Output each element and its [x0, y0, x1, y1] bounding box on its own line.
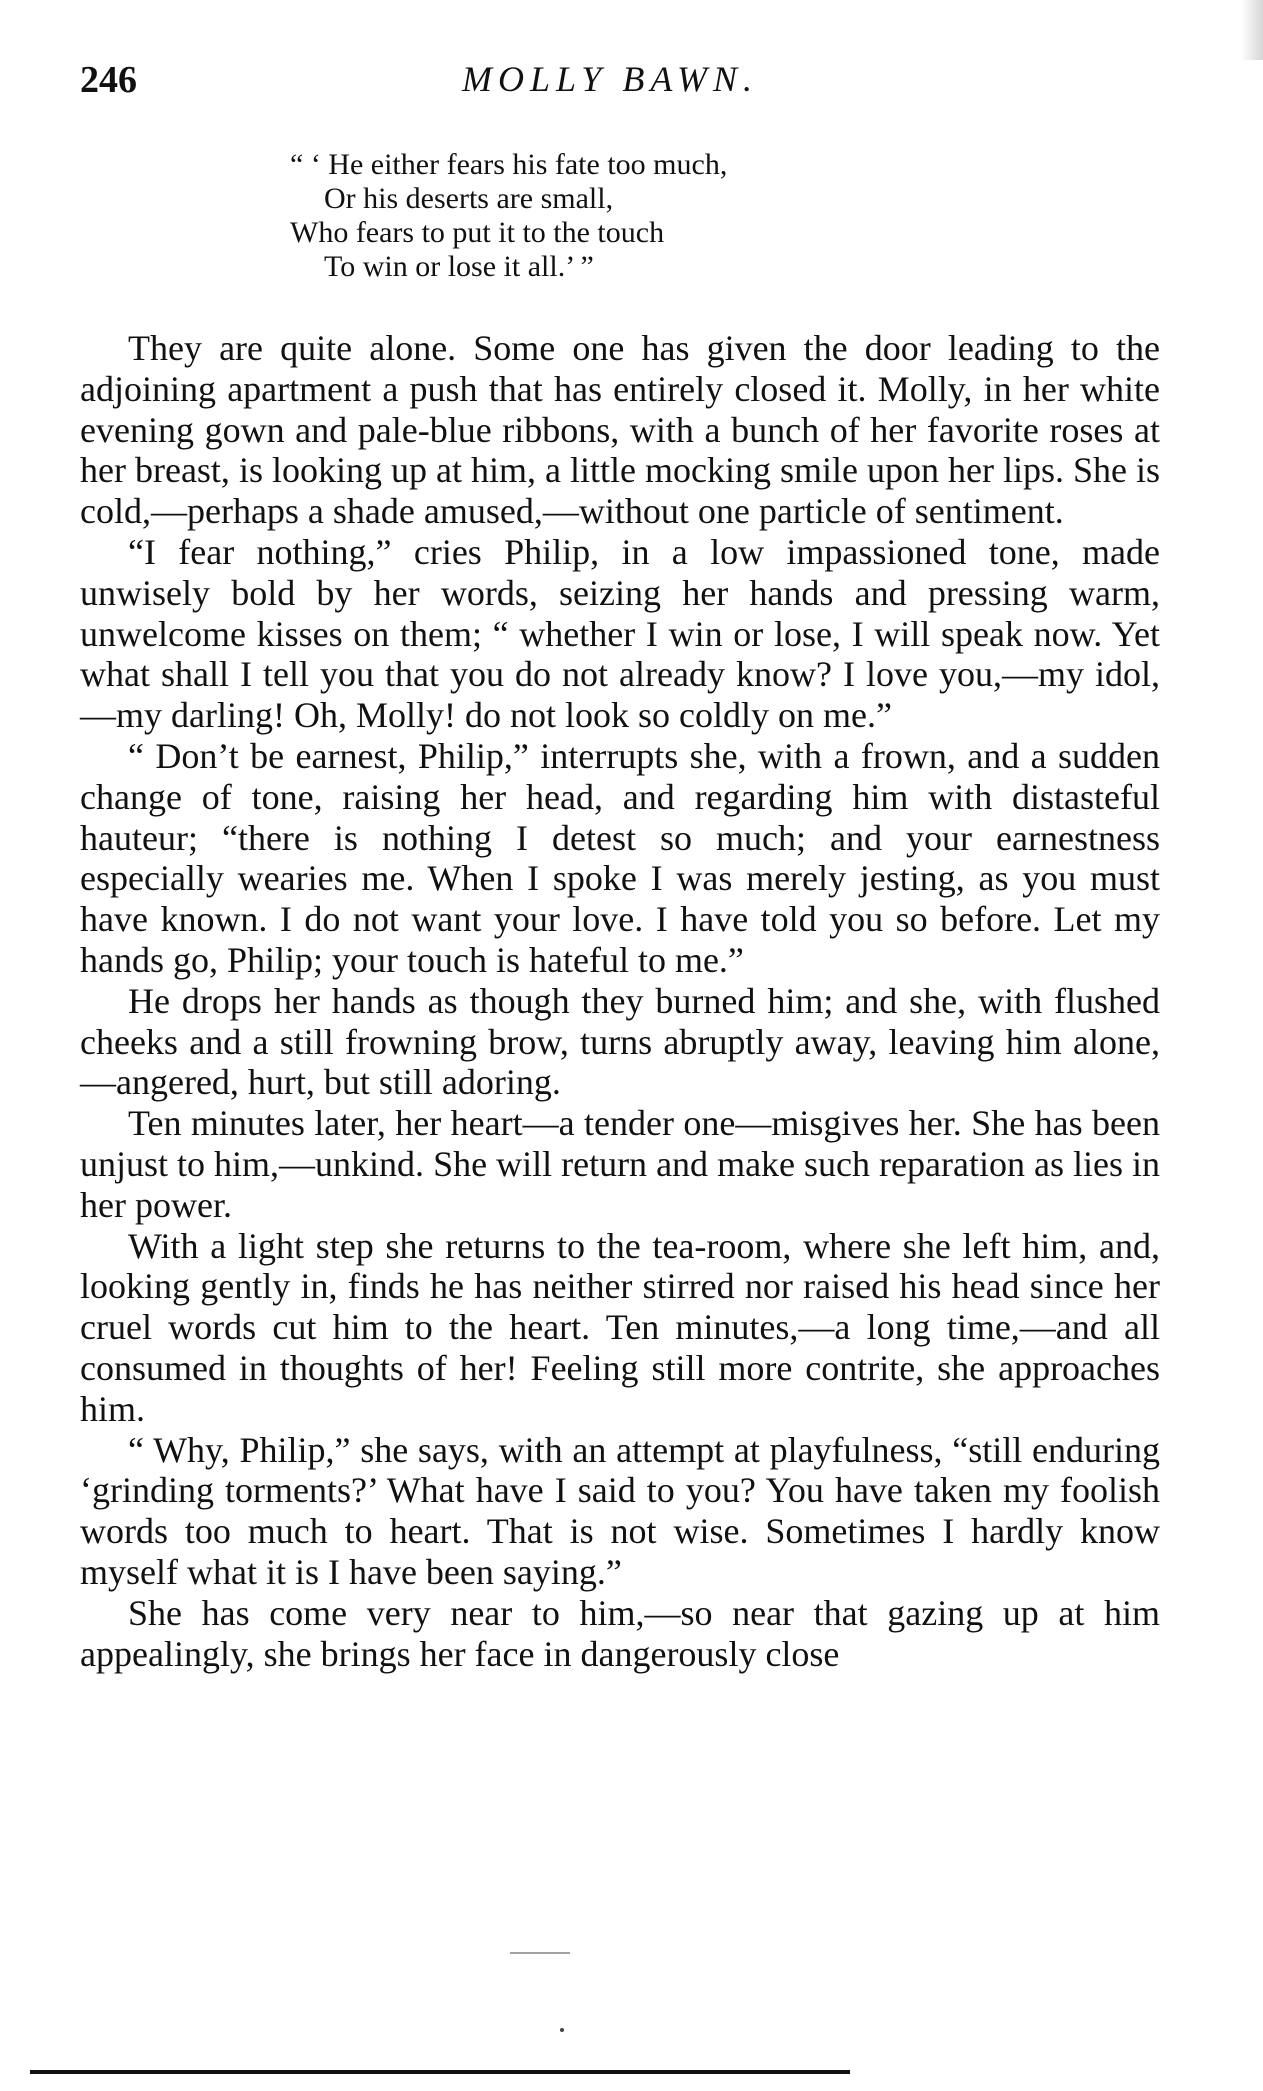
- verse-line: Who fears to put it to the touch: [290, 216, 665, 249]
- running-title: MOLLY BAWN.: [462, 59, 758, 99]
- page-header: [80, 58, 1180, 118]
- verse-epigraph: [290, 148, 910, 284]
- verse-line: To win or lose it all.’ ”: [324, 250, 594, 283]
- print-mark: [510, 1952, 570, 1954]
- paragraph: “ Don’t be earnest, Philip,” interrupts she, with a frown, and a sudden change of tone, raising her head, and regarding him with distasteful hauteur; “there is nothing I detest so much; and your earnestness especially wearies me. When I spoke I was merely jesting, as you must have known. I do not want your love. I have told you so before. Let my hands go, Philip; your touch is hateful to me.”: [80, 735, 1160, 980]
- page-edge-shadow: [1241, 0, 1263, 60]
- verse-line: Or his deserts are small,: [324, 182, 614, 215]
- paragraph: With a light step she returns to the tea-room, where she left him, and, looking gently in, finds he has neither stirred nor raised his head since her cruel words cut him to the heart. Ten minutes,—a long time,—and all consumed in thoughts of her! Feeling still more contrite, she approaches him.: [80, 1225, 1160, 1429]
- bottom-rule: [30, 2070, 850, 2074]
- verse-line: “ ‘ He either fears his fate too much,: [290, 148, 728, 181]
- paragraph: “I fear nothing,” cries Philip, in a low impassioned tone, made unwisely bold by her words, seizing her hands and pressing warm, unwelcome kisses on them; “ whether I win or lose, I will speak now. Yet what shall I tell you that you do not already know? I love you,—my idol,—my darling! Oh, Molly! do not look so coldly on me.”: [80, 531, 1160, 736]
- paragraph: He drops her hands as though they burned him; and she, with flushed cheeks and a still frowning brow, turns abruptly away, leaving him alone,—angered, hurt, but still adoring.: [80, 980, 1160, 1103]
- page-number: 246: [80, 59, 137, 101]
- paragraph: They are quite alone. Some one has given the door leading to the adjoining apartment a push that has entirely closed it. Molly, in her white evening gown and pale-blue ribbons, with a bunch of her favorite roses at her breast, is looking up at him, a little mocking smile upon her lips. She is cold,—perhaps a shade amused,—without one particle of sentiment.: [80, 328, 1160, 532]
- paragraph: Ten minutes later, her heart—a tender one—misgives her. She has been unjust to him,—unkind. She will return and make such reparation as lies in her power.: [80, 1103, 1160, 1225]
- body-text: [80, 328, 1160, 1674]
- print-dot: [560, 2028, 564, 2032]
- paragraph: “ Why, Philip,” she says, with an attempt at playfulness, “still enduring ‘grinding torments?’ What have I said to you? You have taken my foolish words too much to heart. That is not wise. Sometimes I hardly know myself what it is I have been saying.”: [80, 1429, 1160, 1592]
- paragraph: She has come very near to him,—so near that gazing up at him appealingly, she brings her face in dangerously close: [80, 1592, 1160, 1674]
